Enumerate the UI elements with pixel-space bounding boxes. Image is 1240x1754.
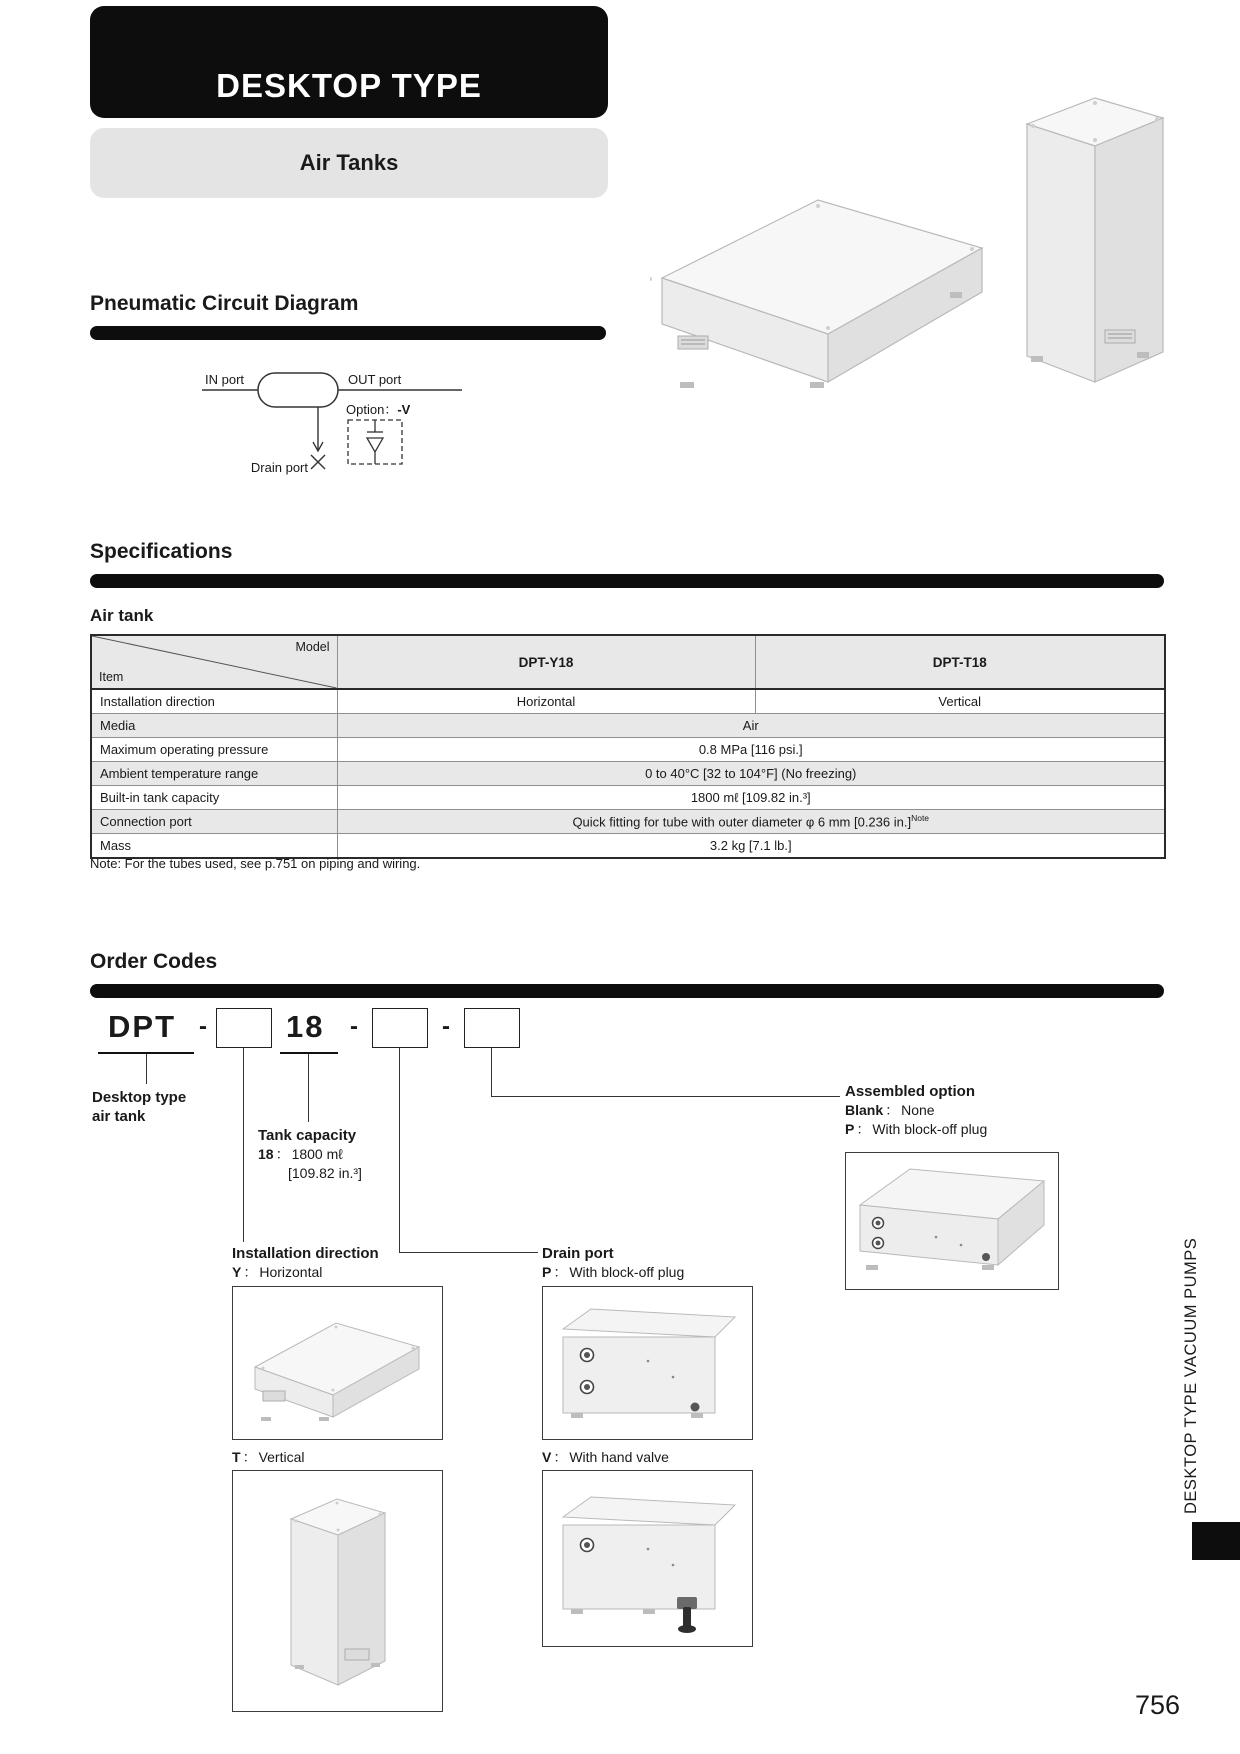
table-corner-cell	[91, 635, 337, 689]
assembled-option-title: Assembled option	[845, 1083, 976, 1100]
model-header-dpt-y18: DPT-Y18	[337, 635, 755, 689]
installation-direction-block	[232, 1244, 379, 1282]
row-item-label: Media	[91, 714, 337, 738]
out-port-label: OUT port	[348, 372, 402, 387]
code-capacity: 18	[286, 1009, 325, 1044]
series-header-banner	[90, 6, 608, 118]
installation-direction-title: Installation direction	[232, 1245, 379, 1262]
tank-capacity-value: 18 ： 1800 mℓ	[258, 1146, 343, 1162]
corner-item-label: Item	[99, 670, 124, 684]
note-superscript: Note	[911, 813, 930, 824]
leader-installation	[243, 1048, 244, 1242]
table-row	[91, 810, 1165, 834]
circuit-section-heading: Pneumatic Circuit Diagram	[90, 292, 359, 315]
table-row	[91, 689, 1165, 714]
leader-drain-h	[399, 1252, 538, 1253]
tank-capacity-block	[258, 1126, 362, 1183]
table-row	[91, 762, 1165, 786]
code-box-assembled	[464, 1008, 520, 1048]
row-value: 0.8 MPa [116 psi.]	[337, 738, 1165, 762]
in-port-label: IN port	[205, 372, 245, 387]
air-tank-subheading: Air tank	[90, 606, 154, 625]
desktop-type-label	[92, 1088, 186, 1126]
order-codes-bar	[90, 984, 1164, 998]
code-dash-1: -	[199, 1013, 207, 1040]
row-item-label: Built-in tank capacity	[91, 786, 337, 810]
row-item-label: Maximum operating pressure	[91, 738, 337, 762]
desktop-type-line1: Desktop type	[92, 1089, 187, 1106]
row-item-label: Mass	[91, 834, 337, 859]
circuit-section-bar	[90, 326, 606, 340]
assembled-option-image	[845, 1152, 1059, 1290]
drain-port-block	[542, 1244, 684, 1282]
option-label: Option：-V	[346, 402, 411, 417]
page-subtitle: Air Tanks	[299, 150, 399, 175]
installation-option-t: T ： Vertical	[232, 1449, 305, 1465]
model-header-dpt-t18: DPT-T18	[755, 635, 1165, 689]
row-item-label: Installation direction	[91, 689, 337, 714]
drain-port-title: Drain port	[542, 1245, 614, 1262]
row-item-label: Ambient temperature range	[91, 762, 337, 786]
order-codes-heading: Order Codes	[90, 950, 218, 973]
table-row	[91, 786, 1165, 810]
row-value	[337, 810, 1165, 834]
leader-assembled-h	[491, 1096, 840, 1097]
table-row	[91, 738, 1165, 762]
desktop-type-line2: air tank	[92, 1108, 146, 1125]
row-value: Air	[337, 714, 1165, 738]
installation-option-y: Y ： Horizontal	[232, 1264, 323, 1280]
row-value: Horizontal	[337, 689, 755, 714]
code-box-installation	[216, 1008, 272, 1048]
drain-option-p: P ： With block-off plug	[542, 1264, 685, 1280]
page-title: DESKTOP TYPE	[216, 67, 482, 104]
table-footnote: Note: For the tubes used, see p.751 on piping and wiring.	[90, 856, 421, 871]
specifications-bar	[90, 574, 1164, 588]
tank-capacity-title: Tank capacity	[258, 1127, 357, 1144]
leader-prefix	[146, 1054, 147, 1084]
row-item-label: Connection port	[91, 810, 337, 834]
row-value: 0 to 40°C [32 to 104°F] (No freezing)	[337, 762, 1165, 786]
installation-y-image	[232, 1286, 443, 1440]
sidebar-vertical-title: DESKTOP TYPE VACUUM PUMPS	[1182, 1237, 1200, 1514]
horizontal-tank-product-image	[650, 186, 990, 391]
page-number: 756	[1134, 1690, 1180, 1720]
specifications-heading: Specifications	[90, 540, 233, 563]
assembled-option-block	[845, 1082, 987, 1139]
tank-capacity-value2: [109.82 in.³]	[288, 1165, 362, 1181]
sidebar-section-tab	[1192, 1522, 1240, 1560]
code-prefix: DPT	[108, 1009, 176, 1044]
code-capacity-underline	[280, 1052, 338, 1054]
row-value: 1800 mℓ [109.82 in.³]	[337, 786, 1165, 810]
assembled-option-blank: Blank ： None	[845, 1102, 935, 1118]
drain-v-image	[542, 1470, 753, 1647]
spec-table	[90, 634, 1166, 859]
air-tank-symbol	[258, 373, 338, 407]
leader-drain-v	[399, 1048, 400, 1252]
drain-option-v: V ： With hand valve	[542, 1449, 669, 1465]
drain-p-image	[542, 1286, 753, 1440]
drain-port-label: Drain port	[250, 460, 308, 475]
leader-assembled-v	[491, 1048, 492, 1096]
pneumatic-circuit-diagram	[200, 360, 510, 490]
check-valve-symbol	[367, 438, 383, 452]
row-value: 3.2 kg [7.1 lb.]	[337, 834, 1165, 859]
code-dash-3: -	[442, 1013, 450, 1040]
vertical-tank-product-image	[1017, 90, 1172, 390]
assembled-option-p: P ： With block-off plug	[845, 1121, 988, 1137]
series-subheader	[90, 128, 608, 198]
table-row	[91, 834, 1165, 859]
code-box-drain	[372, 1008, 428, 1048]
spec-table-container	[90, 634, 1166, 859]
code-dash-2: -	[350, 1013, 358, 1040]
corner-model-label: Model	[295, 640, 330, 654]
installation-t-image	[232, 1470, 443, 1712]
table-row	[91, 714, 1165, 738]
leader-capacity	[308, 1054, 309, 1122]
connection-port-value: Quick fitting for tube with outer diameter φ 6 mm [0.236 in.]	[572, 814, 912, 830]
row-value: Vertical	[755, 689, 1165, 714]
